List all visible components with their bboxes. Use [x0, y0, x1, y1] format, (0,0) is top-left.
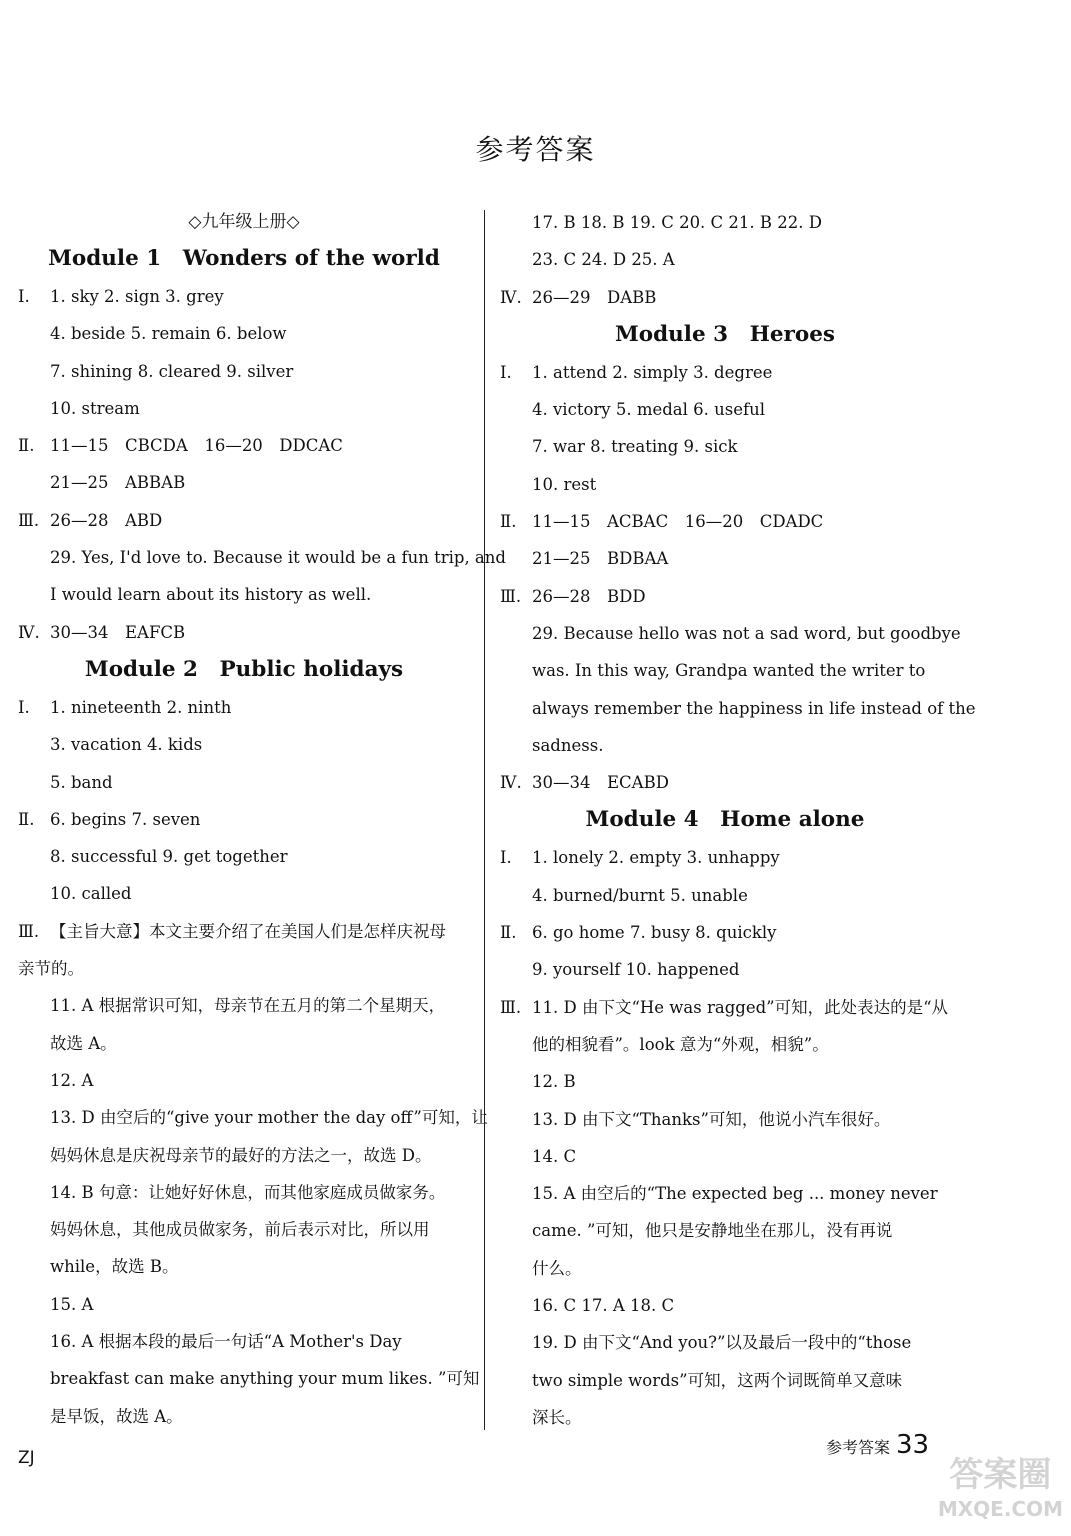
answer-section-line: [500, 989, 950, 1026]
answer-text: 11—15 ACBAC 16—20 CDADC: [532, 512, 824, 532]
answer-line: 故选 A。: [50, 1033, 117, 1053]
answer-line: was. In this way, Grandpa wanted the writer to: [532, 661, 926, 681]
answer-text: 1. sky 2. sign 3. grey: [50, 287, 224, 306]
answer-line: 4. beside 5. remain 6. below: [50, 324, 287, 344]
answer-line: 3. vacation 4. kids: [50, 735, 203, 755]
section-number: Ⅰ.: [500, 362, 512, 382]
column-divider: [484, 210, 485, 1430]
answer-text: 26—29 DABB: [532, 287, 657, 307]
page-number: 33: [896, 1430, 930, 1460]
answer-line: 妈妈休息是庆祝母亲节的最好的方法之一，故选 D。: [50, 1145, 432, 1165]
answer-text: 30—34 ECABD: [532, 773, 669, 793]
answer-section-line: [18, 427, 470, 464]
answer-text: 1. attend 2. simply 3. degree: [532, 362, 773, 382]
section-number: Ⅱ.: [18, 436, 35, 456]
answer-text: 11. D 由下文“He was ragged”可知，此处表达的是“从: [532, 997, 949, 1017]
answer-line: 妈妈休息，其他成员做家务，前后表示对比，所以用: [50, 1220, 430, 1240]
answer-line: sadness.: [532, 735, 604, 755]
answer-line: 14. B 句意：让她好好休息，而其他家庭成员做家务。: [50, 1182, 446, 1202]
volume-label: ◇九年级上册◇: [188, 212, 300, 232]
answer-line: 29. Because hello was not a sad word, but goodbye: [532, 623, 961, 643]
watermark-url: MXQE.COM: [937, 1497, 1063, 1521]
answer-line: 8. successful 9. get together: [50, 847, 288, 867]
answer-section-line: [500, 279, 950, 316]
answer-section-line: [18, 278, 470, 315]
footer-page-label: [826, 1430, 929, 1460]
module-heading: Module 1 Wonders of the world: [48, 246, 440, 271]
answer-section-line: [500, 839, 950, 876]
answer-text: 30—34 EAFCB: [50, 622, 186, 642]
footer-code: ZJ: [18, 1448, 35, 1468]
answer-line: 15. A: [50, 1294, 94, 1314]
answer-line: 11. A 根据常识可知，母亲节在五月的第二个星期天，: [50, 996, 446, 1016]
answer-section-line: [18, 801, 470, 838]
section-number: Ⅲ.: [18, 510, 40, 530]
answer-text: 11—15 CBCDA 16—20 DDCAC: [50, 436, 343, 456]
answer-section-line: [18, 614, 470, 651]
right-column: [500, 204, 976, 1436]
section-number: Ⅳ.: [18, 622, 40, 642]
answer-section-line: [18, 502, 470, 539]
answer-line: 13. D 由下文“Thanks”可知，他说小汽车很好。: [532, 1109, 891, 1129]
answer-line: two simple words”可知，这两个词既简单又意味: [532, 1370, 903, 1390]
answer-section-line: [18, 913, 470, 950]
answer-line: 19. D 由下文“And you?”以及最后一段中的“those: [532, 1333, 912, 1353]
answer-line: 5. band: [50, 772, 113, 792]
answer-line: 是早饭，故选 A。: [50, 1406, 183, 1426]
answer-line: always remember the happiness in life instead of the: [532, 698, 976, 718]
section-number: Ⅱ.: [500, 512, 517, 532]
answer-line: 7. shining 8. cleared 9. silver: [50, 361, 294, 381]
section-number: Ⅲ.: [18, 921, 40, 941]
answer-line: 15. A 由空后的“The expected beg ... money never: [532, 1184, 938, 1204]
answer-line: 7. war 8. treating 9. sick: [532, 437, 738, 457]
answer-line: 21—25 BDBAA: [532, 549, 669, 569]
answer-section-line: [500, 354, 950, 391]
answer-section-line: [500, 578, 950, 615]
module-heading: Module 4 Home alone: [585, 807, 865, 833]
answer-section-line: [18, 689, 470, 726]
answer-line: 16. C 17. A 18. C: [532, 1296, 675, 1316]
answer-text: 1. lonely 2. empty 3. unhappy: [532, 848, 780, 868]
section-number: Ⅳ.: [500, 773, 522, 793]
section-number: Ⅱ.: [18, 809, 35, 829]
answer-line: 29. Yes, I'd love to. Because it would be a fun trip, and: [50, 548, 506, 568]
answer-line: 12. B: [532, 1072, 576, 1092]
section-number: Ⅳ.: [500, 287, 522, 307]
answer-line: 10. called: [50, 884, 132, 904]
section-number: Ⅰ.: [18, 697, 30, 717]
answer-line: 10. rest: [532, 474, 597, 494]
section-number: Ⅰ.: [18, 287, 30, 306]
section-number: Ⅲ.: [500, 997, 522, 1017]
answer-line: came. ”可知，他只是安静地坐在那儿，没有再说: [532, 1221, 893, 1241]
answer-line: 9. yourself 10. happened: [532, 960, 740, 980]
answer-text: 26—28 ABD: [50, 510, 163, 530]
answer-line: I would learn about its history as well.: [50, 585, 372, 605]
answer-line: 10. stream: [50, 398, 140, 418]
answer-line: 什么。: [532, 1258, 582, 1278]
answer-line: while，故选 B。: [50, 1257, 179, 1277]
watermark-logo: [937, 1455, 1063, 1526]
left-column: [18, 204, 506, 1435]
answer-line: 4. victory 5. medal 6. useful: [532, 400, 766, 420]
answer-line: 12. A: [50, 1070, 94, 1090]
answer-line: 23. C 24. D 25. A: [532, 250, 675, 270]
watermark-text: 答案圈: [949, 1455, 1052, 1495]
answer-line: 深长。: [532, 1407, 582, 1427]
answer-text: 26—28 BDD: [532, 586, 646, 606]
module-heading: Module 3 Heroes: [614, 321, 836, 347]
answer-line: 4. burned/burnt 5. unable: [532, 885, 748, 905]
answer-text: 【主旨大意】本文主要介绍了在美国人们是怎样庆祝母: [50, 921, 446, 941]
answer-line: 亲节的。: [18, 959, 84, 979]
answer-section-line: [500, 764, 950, 801]
answer-line: 21—25 ABBAB: [50, 473, 186, 493]
section-number: Ⅰ.: [500, 848, 512, 868]
answer-line: 13. D 由空后的“give your mother the day off”可知，让: [50, 1108, 488, 1128]
answer-section-line: [500, 503, 950, 540]
answer-line: 14. C: [532, 1146, 577, 1166]
section-number: Ⅱ.: [500, 923, 517, 943]
page-title: 参考答案: [475, 133, 596, 166]
answer-line: 16. A 根据本段的最后一句话“A Mother's Day: [50, 1332, 402, 1352]
answer-line: 他的相貌看”。look 意为“外观，相貌”。: [532, 1034, 829, 1054]
answer-text: 1. nineteenth 2. ninth: [50, 697, 232, 717]
answer-line: breakfast can make anything your mum likes. ”可知: [50, 1369, 480, 1389]
footer-label: 参考答案: [826, 1438, 891, 1457]
answer-text: 6. go home 7. busy 8. quickly: [532, 923, 777, 943]
section-number: Ⅲ.: [500, 586, 522, 606]
answer-line: 17. B 18. B 19. C 20. C 21. B 22. D: [532, 213, 822, 232]
answer-text: 6. begins 7. seven: [50, 809, 201, 829]
answer-section-line: [500, 914, 950, 951]
module-heading: Module 2 Public holidays: [84, 656, 404, 682]
